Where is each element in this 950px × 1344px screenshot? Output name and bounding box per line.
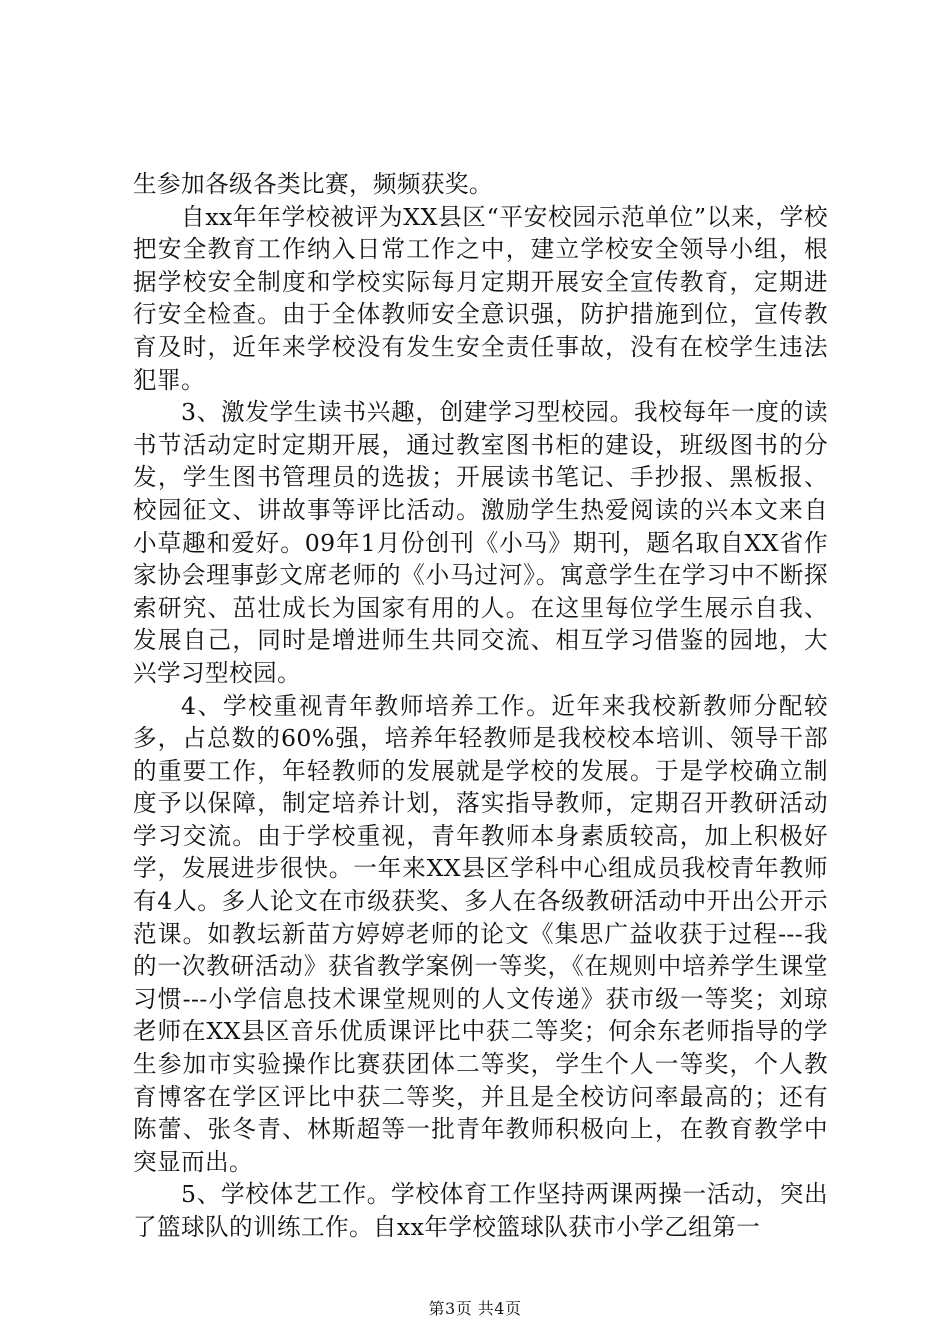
paragraph-sports-arts: 5、学校体艺工作。学校体育工作坚持两课两操一活动，突出了篮球队的训练工作。自xx年学校篮球队获市小学乙组第一 <box>133 1180 828 1241</box>
page-footer: 第3页 共4页 <box>428 1299 522 1318</box>
paragraph-continuation: 生参加各级各类比赛，频频获奖。 <box>133 170 493 198</box>
paragraph-reading: 3、激发学生读书兴趣，创建学习型校园。我校每年一度的读书节活动定时定期开展，通过教室图书柜的建设，班级图书的分发，学生图书管理员的选拔；开展读书笔记、手抄报、黑板报、校园征文、讲故事等评比活动。激励学生热爱阅读的兴本文来自小草趣和爱好。09年1月份创刊《小马》期刊，题名取自XX省作家协会理事彭文席老师的《小马过河》。寓意学生在学习中不断探索研究、茁壮成长为国家有用的人。在这里每位学生展示自我、发展自己，同时是增进师生共同交流、相互学习借鉴的园地，大兴学习型校园。 <box>133 398 828 687</box>
document-body <box>133 168 828 1244</box>
paragraph-young-teachers: 4、学校重视青年教师培养工作。近年来我校新教师分配较多，占总数的60%强，培养年轻教师是我校校本培训、领导干部的重要工作，年轻教师的发展就是学校的发展。于是学校确立制度予以保障，制定培养计划，落实指导教师，定期召开教研活动学习交流。由于学校重视，青年教师本身素质较高，加上积极好学，发展进步很快。一年来XX县区学科中心组成员我校青年教师有4人。多人论文在市级获奖、多人在各级教研活动中开出公开示范课。如教坛新苗方婷婷老师的论文《集思广益收获于过程---我的一次教研活动》获省教学案例一等奖，《在规则中培养学生课堂习惯---小学信息技术课堂规则的人文传递》获市级一等奖；刘琼老师在XX县区音乐优质课评比中获二等奖；何余东老师指导的学生参加市实验操作比赛获团体二等奖，学生个人一等奖，个人教育博客在学区评比中获二等奖，并且是全校访问率最高的；还有陈蕾、张冬青、林斯超等一批青年教师积极向上，在教育教学中突显而出。 <box>133 691 828 1176</box>
paragraph-safety: 自xx年年学校被评为XX县区“平安校园示范单位”以来，学校把安全教育工作纳入日常工作之中，建立学校安全领导小组，根据学校安全制度和学校实际每月定期开展安全宣传教育，定期进行安全检查。由于全体教师安全意识强，防护措施到位，宣传教育及时，近年来学校没有发生安全责任事故，没有在校学生违法犯罪。 <box>133 202 828 394</box>
